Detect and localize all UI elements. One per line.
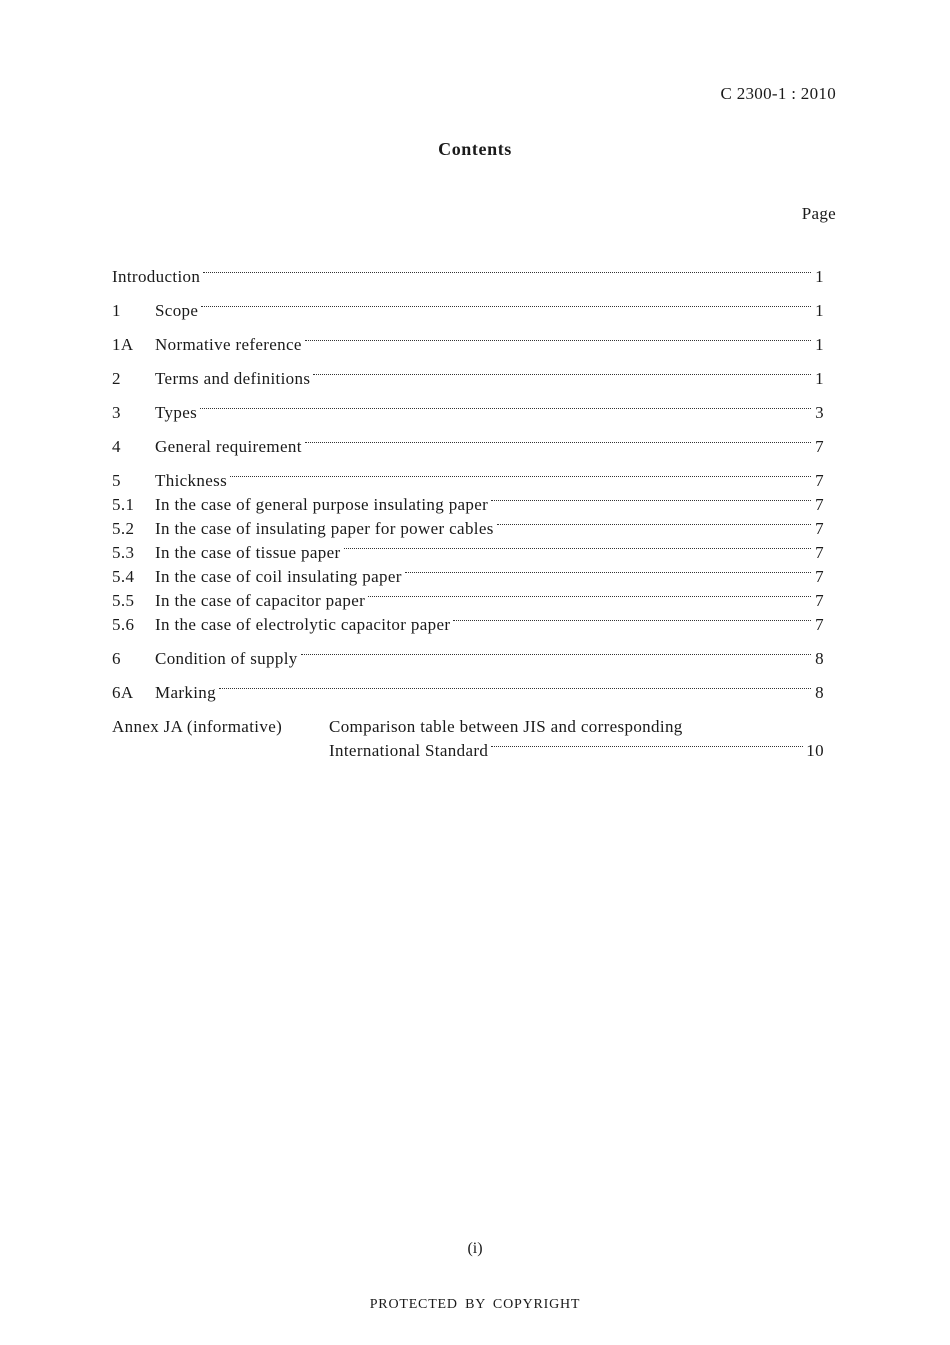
- dot-leader: [405, 571, 811, 573]
- dot-leader: [201, 305, 811, 307]
- toc-entry-thickness[interactable]: [112, 469, 824, 493]
- toc-entry-number: 6: [112, 649, 121, 668]
- toc-entry-title: In the case of general purpose insulating paper: [155, 495, 489, 514]
- page-column-label: Page: [801, 204, 836, 223]
- toc-entry-condition-of-supply[interactable]: [112, 647, 824, 671]
- dot-leader: [491, 499, 811, 501]
- toc-entry-number: 1A: [112, 335, 134, 354]
- toc-entry-title: Scope: [155, 301, 199, 320]
- toc-entry-title: Thickness: [155, 471, 228, 490]
- toc-entry-number: 5.2: [112, 519, 135, 538]
- toc-entry-page: 1: [815, 267, 824, 286]
- document-code: C 2300-1 : 2010: [720, 84, 836, 103]
- toc-entry-5-6[interactable]: [112, 613, 824, 637]
- dot-leader: [305, 339, 811, 341]
- dot-leader: [344, 547, 811, 549]
- toc-entry-page: 8: [815, 683, 824, 702]
- dot-leader: [497, 523, 811, 525]
- annex-title-row2: [329, 739, 824, 763]
- annex-page: 10: [806, 741, 824, 760]
- dot-leader: [200, 407, 811, 409]
- dot-leader: [230, 475, 811, 477]
- toc-entry-number: 5.1: [112, 495, 135, 514]
- dot-leader: [203, 271, 811, 273]
- toc-entry-5-4[interactable]: [112, 565, 824, 589]
- toc-entry-title: Normative reference: [155, 335, 302, 354]
- dot-leader: [219, 687, 811, 689]
- toc-entry-terms-and-definitions[interactable]: [112, 367, 824, 391]
- toc-entry-title: General requirement: [155, 437, 302, 456]
- toc-entry-annex-ja[interactable]: [112, 715, 824, 763]
- toc-entry-number: 5.3: [112, 543, 135, 562]
- toc-entry-page: 7: [815, 495, 824, 514]
- toc-entry-scope[interactable]: [112, 299, 824, 323]
- toc-entry-types[interactable]: [112, 401, 824, 425]
- toc-entry-title: Marking: [155, 683, 216, 702]
- toc-entry-normative-reference[interactable]: [112, 333, 824, 357]
- toc-entry-page: 1: [815, 369, 824, 388]
- toc-entry-page: 7: [815, 471, 824, 490]
- annex-title-line1: Comparison table between JIS and corresponding: [329, 717, 683, 736]
- dot-leader: [491, 745, 803, 747]
- toc-entry-number: 3: [112, 403, 121, 422]
- toc-entry-number: 5.6: [112, 615, 135, 634]
- toc-entry-title: Condition of supply: [155, 649, 298, 668]
- toc-entry-number: 2: [112, 369, 121, 388]
- footer-page-number: (i): [467, 1240, 483, 1257]
- toc-entry-number: 5.5: [112, 591, 135, 610]
- dot-leader: [453, 619, 811, 621]
- dot-leader: [305, 441, 811, 443]
- dot-leader: [313, 373, 811, 375]
- contents-heading: Contents: [438, 139, 512, 159]
- toc-entry-page: 7: [815, 437, 824, 456]
- toc-entry-number: 6A: [112, 683, 134, 702]
- toc-entry-page: 1: [815, 335, 824, 354]
- dot-leader: [368, 595, 811, 597]
- toc-entry-number: 1: [112, 301, 121, 320]
- toc-entry-number: 5: [112, 471, 121, 490]
- toc-entry-title: Terms and definitions: [155, 369, 311, 388]
- toc-entry-introduction[interactable]: [112, 265, 824, 289]
- toc-entry-number: 4: [112, 437, 121, 456]
- toc-entry-5-2[interactable]: [112, 517, 824, 541]
- toc-entry-page: 7: [815, 519, 824, 538]
- toc-entry-title: In the case of electrolytic capacitor paper: [155, 615, 451, 634]
- toc-entry-page: 8: [815, 649, 824, 668]
- annex-label: Annex JA (informative): [112, 717, 283, 736]
- toc-entry-5-3[interactable]: [112, 541, 824, 565]
- toc-entry-page: 7: [815, 615, 824, 634]
- toc-entry-number: 5.4: [112, 567, 135, 586]
- toc-entry-page: 7: [815, 591, 824, 610]
- toc-entry-page: 3: [815, 403, 824, 422]
- annex-title-line2: International Standard: [329, 741, 489, 760]
- toc-entry-general-requirement[interactable]: [112, 435, 824, 459]
- toc-entry-page: 7: [815, 543, 824, 562]
- dot-leader: [301, 653, 811, 655]
- toc-entry-5-5[interactable]: [112, 589, 824, 613]
- toc-entry-5-1[interactable]: [112, 493, 824, 517]
- toc-entry-title: In the case of insulating paper for power cables: [155, 519, 494, 538]
- toc-entry-page: 1: [815, 301, 824, 320]
- toc-entry-title: In the case of tissue paper: [155, 543, 341, 562]
- toc-entry-marking[interactable]: [112, 681, 824, 705]
- copyright-notice: PROTECTED BY COPYRIGHT: [369, 1297, 581, 1312]
- toc-entry-page: 7: [815, 567, 824, 586]
- toc-entry-title: Types: [155, 403, 198, 422]
- toc-entry-title: Introduction: [112, 267, 201, 286]
- toc-entry-title: In the case of capacitor paper: [155, 591, 366, 610]
- toc-entry-title: In the case of coil insulating paper: [155, 567, 402, 586]
